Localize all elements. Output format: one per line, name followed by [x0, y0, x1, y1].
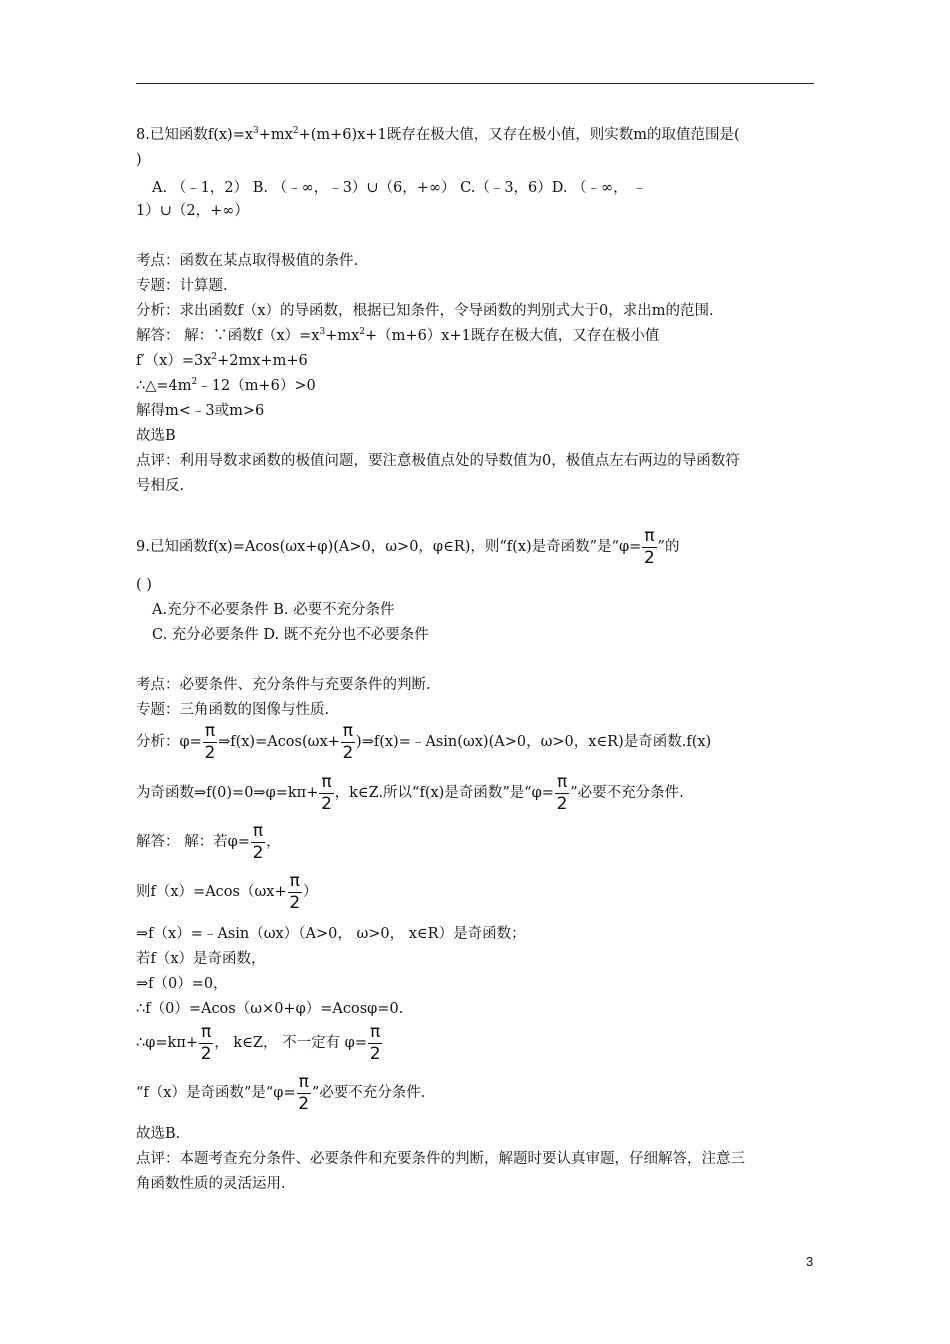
- q9-jieda-line3: ⇒f（x）=﹣Asin（ωx）（A>0， ω>0， x∈R）是奇函数；: [136, 926, 526, 942]
- pi-over-2-fraction: $\frac{\pi}{2}$: [204, 720, 216, 763]
- q9-jieda-line6: ∴f（0）=Acos（ω×0+φ）=Acosφ=0.: [136, 1001, 404, 1017]
- q8-discriminant: $\therefore\triangle=4m^2﹣12(m+6)>0$: [136, 377, 316, 394]
- q9-options-line1: A.充分不必要条件 B. 必要不充分条件: [152, 602, 395, 618]
- q9-dianping-line2: 角函数性质的灵活运用.: [136, 1176, 286, 1192]
- pi-over-2-fraction: $\frac{\pi}{2}$: [556, 771, 568, 814]
- page-number: 3: [806, 1254, 814, 1269]
- q8-kaodian: 考点：函数在某点取得极值的条件.: [136, 253, 359, 269]
- q9-jieda-line5: ⇒f（0）=0，: [136, 976, 228, 992]
- q9-jieda-line2: 则f（x）=Acos（ωx+ $\frac{\pi}{2}$ ）: [136, 870, 318, 913]
- header-rule: [136, 83, 814, 84]
- q8-solution: 解得m<﹣3或m>6: [136, 403, 265, 419]
- q9-jieda-line1: 解答： 解：若φ= $\frac{\pi}{2}$ ，: [136, 820, 281, 863]
- pi-over-2-fraction: $\frac{\pi}{2}$: [342, 720, 354, 763]
- q9-kaodian: 考点：必要条件、充分条件与充要条件的判断.: [136, 677, 431, 693]
- q9-choice: 故选B.: [136, 1126, 181, 1142]
- q8-options-line1: A. （﹣1，2） B. （﹣∞，﹣3）∪（6，+∞） C.（﹣3，6）D. （﹣∞， ﹣: [152, 180, 647, 196]
- q8-options-line2: 1）∪（2，+∞）: [136, 203, 249, 219]
- q8-zhuanti: 专题：计算题.: [136, 278, 228, 294]
- q9-jieda-line8: “f（x）是奇函数”是“φ= $\frac{\pi}{2}$ ”必要不充分条件.: [136, 1071, 426, 1114]
- q9-zhuanti: 专题：三角函数的图像与性质.: [136, 702, 330, 718]
- pi-over-2-fraction: $\frac{\pi}{2}$: [369, 1021, 381, 1064]
- q9-dianping-line1: 点评：本题考查充分条件、必要条件和充要条件的判断，解题时要认真审题，仔细解答，注意三: [136, 1151, 745, 1167]
- q8-fenxi: 分析：求出函数f（x）的导函数，根据已知条件，令导函数的判别式大于0，求出m的范围.: [136, 303, 714, 319]
- pi-over-2-fraction: $\frac{\pi}{2}$: [252, 820, 264, 863]
- q9-jieda-line4: 若f（x）是奇函数，: [136, 951, 266, 967]
- q8-jieda: 解答： 解：∵函数$f(x)=x^3+mx^2+(m+6)x+1$既存在极大值，又存在极小值: [136, 327, 660, 344]
- q9-options-line2: C. 充分必要条件 D. 既不充分也不必要条件: [152, 627, 429, 643]
- q9-stem: 9.已知函数f(x)=Acos(ωx+φ)(A>0，ω>0，φ∈R)，则“f(x)是奇函数”是“φ= $\frac{\pi}{2}$ ”的: [136, 525, 680, 568]
- q8-stem-close: ): [136, 152, 142, 168]
- q8-choice: 故选B: [136, 428, 176, 444]
- q9-jieda-line7: ∴φ=kπ+ $\frac{\pi}{2}$ ， k∈Z， 不一定有 φ= $\frac{\pi}{2}$: [136, 1021, 381, 1064]
- pi-over-2-fraction: $\frac{\pi}{2}$: [298, 1071, 310, 1114]
- pi-over-2-fraction: $\frac{\pi}{2}$: [321, 771, 332, 814]
- q9-paren: ( ): [136, 577, 152, 593]
- pi-over-2-fraction: $\frac{\pi}{2}$: [644, 525, 655, 568]
- q9-fenxi-line2: 为奇函数⇒f(0)=0⇒φ=kπ+ $\frac{\pi}{2}$ ，k∈Z.所以“f(x)是奇函数”是“φ= $\frac{\pi}{2}$ ”必要不充分条件.: [136, 771, 684, 814]
- pi-over-2-fraction: $\frac{\pi}{2}$: [200, 1021, 212, 1064]
- q9-fenxi-line1: 分析：φ= $\frac{\pi}{2}$ ⇒f(x)=Acos(ωx+ $\frac{\pi}{2}$ )⇒f(x)=﹣Asin(ωx)(A>0，ω>0，x∈R)是奇函数.f(x): [136, 720, 712, 763]
- pi-over-2-fraction: $\frac{\pi}{2}$: [289, 870, 301, 913]
- q8-dianping-line2: 号相反.: [136, 478, 185, 494]
- q8-derivative: $f'(x)=3x^2+2mx+m+6$: [136, 352, 308, 369]
- q8-stem: 8.已知函数$f(x)=x^3+mx^2+(m+6)x+1$既存在极大值，又存在极小值，则实数m的取值范围是(: [136, 126, 740, 143]
- q8-dianping-line1: 点评：利用导数求函数的极值问题，要注意极值点处的导数值为0，极值点左右两边的导函数符: [136, 453, 740, 469]
